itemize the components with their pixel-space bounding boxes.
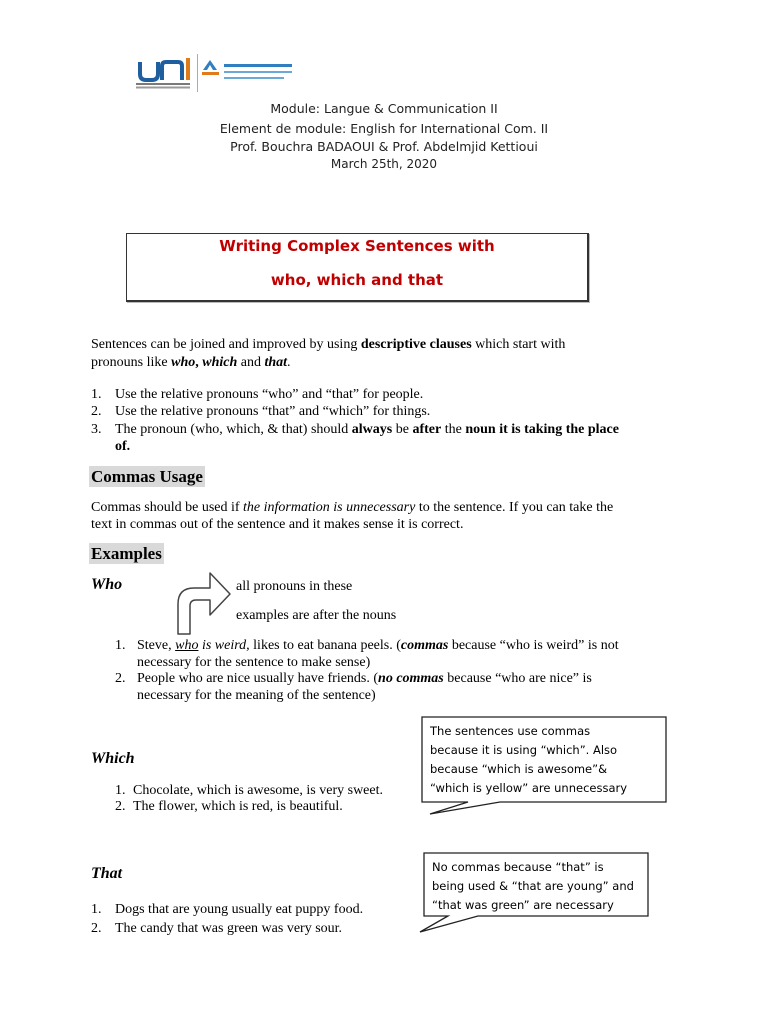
callout-line: The sentences use commas — [430, 724, 591, 738]
intro-bold: descriptive clauses — [360, 337, 472, 352]
list-number: 2. — [91, 404, 102, 419]
example-underlined: who — [175, 638, 199, 653]
commas-italic: the information is unnecessary — [243, 500, 416, 515]
example-text: Dogs that are young usually eat puppy food. — [115, 902, 364, 917]
who-note-line-1: all pronouns in these — [236, 579, 353, 594]
rule-bold: noun it is taking the place — [465, 422, 619, 437]
intro-text: pronouns like — [91, 355, 172, 370]
intro-text: which start with — [471, 337, 566, 352]
rule-bold: always — [351, 422, 393, 437]
example-text-part: likes to eat banana peels. ( — [249, 638, 401, 653]
professors-line: Prof. Bouchra BADAOUI & Prof. Abdelmjid Kettioui — [230, 139, 538, 154]
rule-text-part: be — [392, 422, 413, 437]
intro-text: . — [287, 355, 291, 370]
rule-text — [115, 421, 619, 438]
example-bold-italic: no commas — [378, 671, 444, 686]
commas-text: Commas should be used if — [91, 500, 244, 515]
rule-text-part: the — [441, 422, 466, 437]
commas-line-1 — [91, 499, 613, 516]
list-number: 1. — [91, 902, 102, 917]
title-box — [126, 233, 589, 302]
list-number: 2. — [91, 921, 102, 936]
commas-text: to the sentence. If you can take the — [415, 500, 614, 515]
that-callout — [418, 852, 652, 936]
examples-heading: Examples — [91, 544, 162, 563]
module-line: Module: Langue & Communication II — [270, 101, 498, 116]
example-bold-italic: commas — [400, 638, 449, 653]
rule-bold: after — [412, 422, 442, 437]
example-text: Chocolate, which is awesome, is very sweet. — [133, 783, 383, 798]
which-callout — [420, 716, 670, 816]
list-number: 1. — [115, 783, 126, 798]
which-callout-text — [430, 722, 627, 798]
commas-usage-heading: Commas Usage — [91, 467, 203, 486]
rule-bold: of. — [115, 439, 131, 454]
callout-line: No commas because “that” is — [432, 860, 604, 874]
rule-text: Use the relative pronouns “that” and “which” for things. — [115, 404, 431, 419]
intro-text: Sentences can be joined and improved by using — [91, 337, 361, 352]
example-text-line-2: necessary for the sentence to make sense) — [137, 655, 371, 670]
callout-line: being used & “that are young” and — [432, 879, 634, 893]
callout-line: because it is using “which”. Also — [430, 743, 618, 757]
example-text-line-2: necessary for the meaning of the sentence) — [137, 688, 376, 703]
example-italic: is weird, — [198, 638, 250, 653]
rule-text: Use the relative pronouns “who” and “that” for people. — [115, 387, 424, 402]
pronoun-which: which — [202, 355, 238, 370]
example-text-part: because “who are nice” is — [443, 671, 592, 686]
bent-arrow-icon — [172, 570, 234, 636]
list-number: 2. — [115, 799, 126, 814]
example-text — [137, 637, 619, 654]
date-line: March 25th, 2020 — [330, 157, 438, 171]
example-text: The candy that was green was very sour. — [115, 921, 343, 936]
list-number: 1. — [115, 638, 126, 653]
that-callout-text — [432, 858, 634, 915]
which-heading: Which — [91, 750, 135, 767]
list-number: 1. — [91, 387, 102, 402]
rule-text-part: The pronoun (who, which, & that) should — [115, 422, 352, 437]
pronoun-who: who — [171, 355, 196, 370]
pronoun-that: that — [264, 355, 288, 370]
title-line-1: Writing Complex Sentences with — [219, 237, 495, 255]
callout-line: because “which is awesome”& — [430, 762, 608, 776]
school-logo — [200, 56, 296, 90]
example-text-part: Steve, — [137, 638, 176, 653]
that-heading: That — [91, 865, 123, 882]
university-logo — [134, 56, 192, 90]
example-text-part: because “who is weird” is not — [448, 638, 619, 653]
intro-comma: , — [195, 355, 203, 370]
intro-line-1 — [91, 336, 565, 353]
who-heading: Who — [91, 576, 123, 593]
list-number: 3. — [91, 422, 102, 437]
intro-text: and — [237, 355, 265, 370]
title-line-2: who, which and that — [270, 271, 444, 289]
example-text — [137, 670, 592, 687]
logo-separator — [197, 54, 198, 92]
callout-line: “which is yellow” are unnecessary — [430, 781, 628, 795]
list-number: 2. — [115, 671, 126, 686]
who-note-line-2: examples are after the nouns — [236, 608, 397, 623]
example-text-part: People who are nice usually have friends. ( — [137, 671, 379, 686]
example-text: The flower, which is red, is beautiful. — [133, 799, 343, 814]
intro-line-2 — [91, 354, 291, 371]
element-line: Element de module: English for International Com. II — [219, 121, 549, 136]
commas-line-2: text in commas out of the sentence and it makes sense it is correct. — [91, 517, 464, 532]
callout-line: “that was green” are necessary — [432, 898, 614, 912]
